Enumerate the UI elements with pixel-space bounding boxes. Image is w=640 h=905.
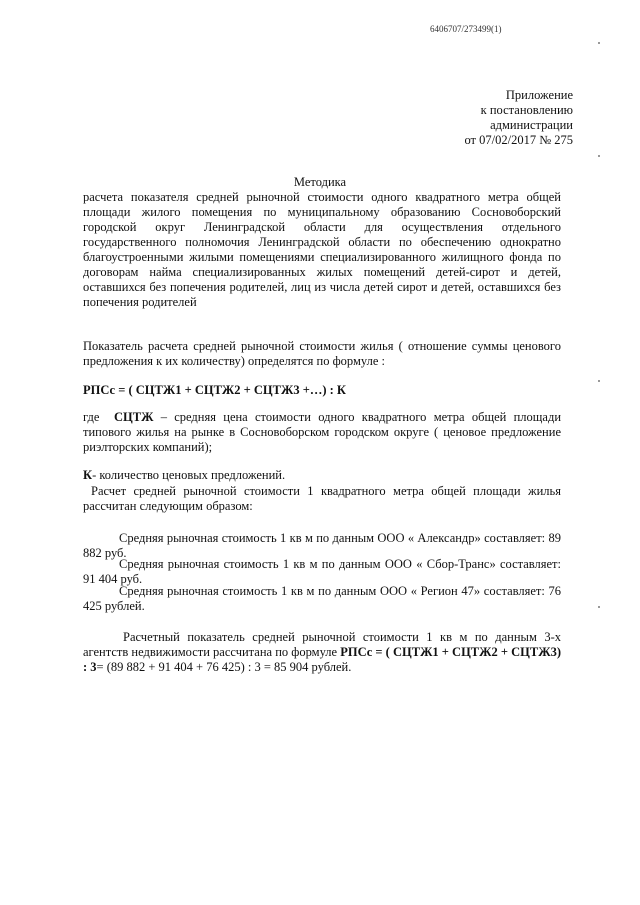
k-definition: [83, 468, 561, 483]
scan-mark: [598, 155, 600, 157]
term-k: К: [83, 468, 93, 482]
intro-paragraph: расчета показателя средней рыночной стоимости одного квадратного метра общей площади жилого помещения по муниципальному образованию Сосновоборский городской округ Ленинградской области для осуществления отдельного государственного полномочия Ленинградской области по обеспечению однократно благоустроенными жилыми помещениями специализированного жилищного фонда по договорам найма специализированных жилых помещений детей-сирот и детей, оставшихся без попечения родителей, лиц из числа детей сирот и детей, оставшихся без попечения родителей: [83, 190, 561, 309]
result-calculation: = (89 882 + 91 404 + 76 425) : 3 = 85 904 рублей.: [96, 660, 352, 674]
calculation-intro: Расчет средней рыночной стоимости 1 квадратного метра общей площади жилья рассчитан следующим образом:: [83, 484, 561, 513]
term-definition: [83, 410, 561, 455]
term-sctzh: СЦТЖ: [113, 410, 154, 424]
result-formula: РПСс = ( СЦТЖ1 + СЦТЖ2 + СЦТЖ3) : 3: [83, 645, 561, 674]
where-prefix: где: [83, 410, 100, 424]
appendix-line: Приложение: [505, 88, 573, 102]
document-id: 6406707/273499(1): [430, 24, 502, 34]
appendix-line: администрации: [490, 118, 573, 132]
result-paragraph: [83, 630, 561, 675]
term-sctzh-definition: – средняя цена стоимости одного квадратного метра общей площади типового жилья на рынке в Сосновоборском городском округе ( ценовое предложение риэлторских компаний);: [83, 410, 562, 454]
scan-mark: [598, 380, 600, 382]
indicator-paragraph: Показатель расчета средней рыночной стоимости жилья ( отношение суммы ценового предложения к их количеству) определятся по формуле :: [83, 339, 561, 368]
document-title: Методика: [293, 175, 347, 189]
appendix-header: [464, 88, 573, 148]
appendix-line: к постановлению: [480, 103, 573, 117]
result-text: Расчетный показатель средней рыночной стоимости 1 кв м по данным 3-х агентств недвижимости рассчитана по формуле: [83, 630, 561, 659]
term-k-definition: - количество ценовых предложений.: [92, 468, 286, 482]
agency-price-3: Средняя рыночная стоимость 1 кв м по данным ООО « Регион 47» составляет: 76 425 рублей.: [83, 584, 561, 613]
scan-mark: [598, 606, 600, 608]
appendix-date-number: от 07/02/2017 № 275: [464, 133, 573, 147]
main-formula: РПСс = ( СЦТЖ1 + СЦТЖ2 + СЦТЖ3 +…) : К: [83, 383, 346, 397]
agency-price-2: Средняя рыночная стоимость 1 кв м по данным ООО « Сбор-Транс» составляет: 91 404 руб.: [83, 557, 561, 586]
agency-price-1: Средняя рыночная стоимость 1 кв м по данным ООО « Александр» составляет: 89 882 руб.: [83, 531, 561, 560]
scan-mark: [598, 42, 600, 44]
